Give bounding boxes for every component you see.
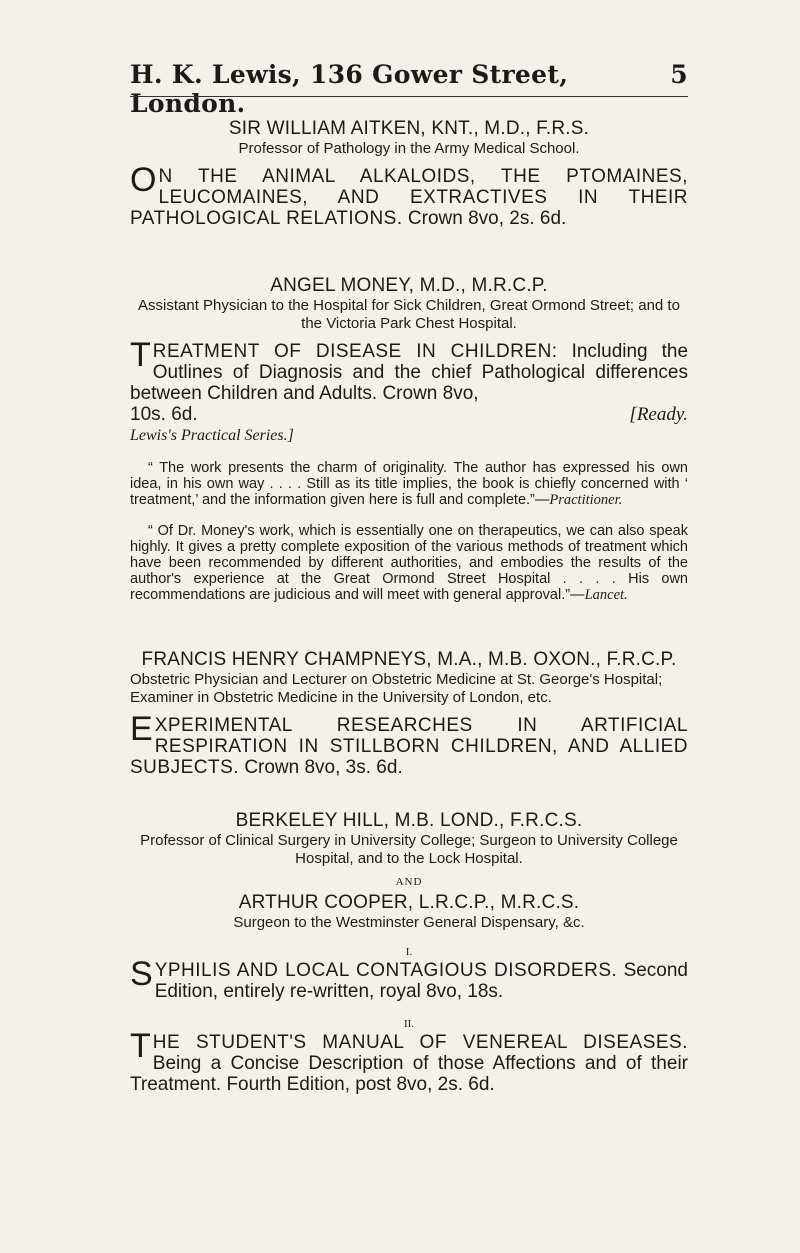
- book-listing: [130, 710, 688, 778]
- drop-cap: T: [130, 1027, 151, 1065]
- coauthor-affiliation: Surgeon to the Westminster General Dispensary, &c.: [233, 914, 585, 931]
- author-affiliation: Professor of Clinical Surgery in University College; Surgeon to University College Hospital, and to the Lock Hospital.: [140, 832, 678, 867]
- drop-cap: S: [130, 955, 153, 993]
- series-note: Lewis's Practical Series.]: [130, 427, 294, 444]
- author-name: ANGEL MONEY, M.D., M.R.C.P.: [270, 275, 548, 296]
- drop-cap: T: [130, 336, 151, 374]
- author-name: FRANCIS HENRY CHAMPNEYS, M.A., M.B. OXON., F.R.C.P.: [141, 649, 677, 670]
- header-rule: [130, 96, 688, 97]
- book-title: XPERIMENTAL RESEARCHES IN ARTIFICIAL RESPIRATION IN STILLBORN CHILDREN, AND ALLIED SUBJECTS.: [130, 715, 688, 778]
- publisher-address: H. K. Lewis, 136 Gower Street, London.: [130, 60, 569, 118]
- book-details: Being a Concise Description of those Affections and of their Treatment. Fourth Edition, post 8vo, 2s. 6d.: [130, 1053, 688, 1095]
- book-listing: [130, 1027, 688, 1095]
- review-quote: “ The work presents the charm of originality. The author has expressed his own idea, in his own way . . . . Still as its title implies, the book is chiefly concerned with ‘ treatment,’ and the information given here is full and complete.”—Practitioner.: [130, 460, 688, 508]
- catalogue-entry-money: [130, 275, 688, 603]
- drop-cap: E: [130, 710, 153, 748]
- review-quote: “ Of Dr. Money's work, which is essentially one on therapeutics, we can also speak highly. It gives a pretty complete exposition of the various methods of treatment which have been recommended by different authorities, and embodies the results of the author's experience at the Great Ormond Street Hospital . . . . His own recommendations are judicious and will meet with general approval.”—Lancet.: [130, 522, 688, 603]
- price-row: [130, 404, 688, 425]
- book-details: Crown 8vo, 2s. 6d.: [407, 208, 567, 229]
- review-source: Lancet.: [584, 586, 628, 603]
- catalogue-entry-hill-cooper: [130, 810, 688, 1095]
- catalogue-entry-champneys: [130, 649, 688, 778]
- book-title: HE STUDENT'S MANUAL OF VENEREAL DISEASES.: [152, 1032, 688, 1053]
- running-head: [130, 60, 688, 118]
- book-details: Crown 8vo,: [382, 383, 479, 404]
- book-title: YPHILIS AND LOCAL CONTAGIOUS DISORDERS.: [154, 960, 618, 981]
- review-source: Practitioner.: [549, 492, 623, 508]
- work-numeral: II.: [403, 1018, 415, 1030]
- book-title: REATMENT OF DISEASE IN CHILDREN:: [152, 341, 558, 362]
- page-number: 5: [670, 60, 688, 89]
- book-listing: [130, 955, 689, 1002]
- author-name: SIR WILLIAM AITKEN, KNT., M.D., F.R.S.: [228, 118, 590, 139]
- book-details: Second Edition, entirely re-written, royal 8vo, 18s.: [154, 960, 689, 1002]
- book-subtitle: Including the Outlines of Diagnosis and the chief Pathological differences between Children and Adults.: [130, 341, 689, 404]
- conjunction: AND: [395, 876, 423, 888]
- book-listing: [130, 161, 688, 229]
- author-affiliation: Assistant Physician to the Hospital for Sick Children, Great Ormond Street; and to the Victoria Park Chest Hospital.: [138, 297, 680, 332]
- book-details: Crown 8vo, 3s. 6d.: [244, 757, 403, 778]
- book-listing: [130, 336, 689, 446]
- catalogue-entry-aitken: [130, 118, 688, 229]
- author-name: BERKELEY HILL, M.B. LOND., F.R.C.S.: [235, 810, 583, 831]
- book-title: N THE ANIMAL ALKALOIDS, THE PTOMAINES, LEUCOMAINES, AND EXTRACTIVES IN THEIR PATHOLOGICAL RELATIONS.: [130, 166, 688, 229]
- author-affiliation: Professor of Pathology in the Army Medical School.: [238, 140, 580, 157]
- work-numeral: I.: [405, 946, 413, 958]
- coauthor-name: ARTHUR COOPER, L.R.C.P., M.R.C.S.: [238, 892, 580, 913]
- drop-cap: O: [130, 161, 157, 199]
- author-affiliation: Obstetric Physician and Lecturer on Obstetric Medicine at St. George's Hospital; Examiner in Obstetric Medicine in the University of London, etc.: [130, 671, 663, 706]
- book-price: 10s. 6d.: [130, 404, 198, 425]
- catalogue-column: [130, 118, 688, 1095]
- status-note: [Ready.: [629, 404, 688, 425]
